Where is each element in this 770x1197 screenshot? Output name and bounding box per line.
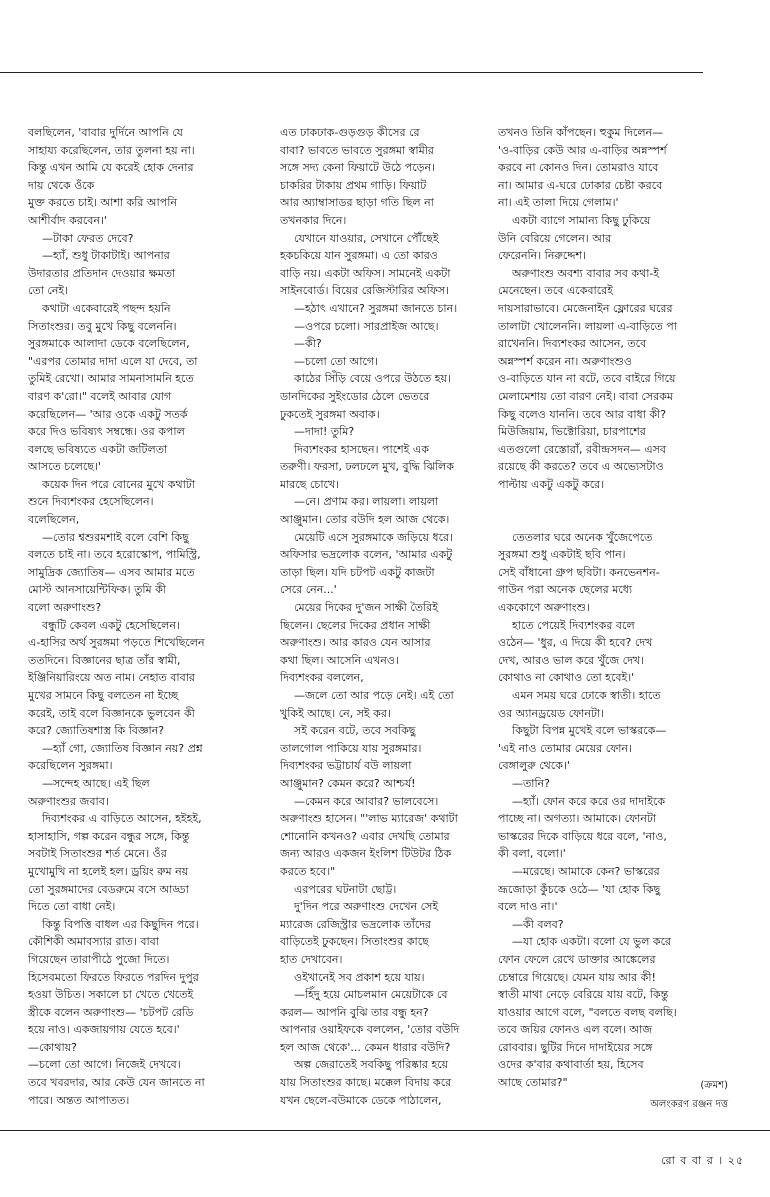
text-line: —নে। প্রণাম কর। লায়লা। লায়লা [294,495,439,509]
text-line: আসতে চলেছে।' [28,460,101,474]
text-line: এত ঢাকঢাক-গুড়গুড় কীসের রে [280,126,420,139]
text-line: তখনও তিনি কাঁপছেন। হুকুম দিলেন— [498,126,664,139]
text-line: দিব্যশংকর এ বাড়িতে আসেন, হইহই, [42,812,202,826]
text-line: তো নেই। [28,284,69,298]
text-line: —তানি? [512,776,550,790]
top-rule [0,72,703,73]
text-line: কিন্তু বিপত্তি বাধল এর কিছুদিন পরে। [42,917,199,931]
text-line: করবে না কোনও দিন। তোমরাও যাবে [498,161,659,175]
text-line: —হিঁদু হয়ে মোচলমান মেয়েটাকে বে [294,988,448,1002]
illustration-credit: অলংকরণ রঞ্জন দত্ত [650,1099,728,1110]
text-line: বলতে চাই না। তবে হরোস্কোপ, পামিস্ট্রি, [28,548,201,562]
text-line: দায় থেকে ওঁকে [28,178,95,192]
text-line: বাড়ি নয়। একটা অফিস। সামনেই একটা [280,266,451,280]
text-line: আঞ্জুমান। তোর বউদি হল আজ থেকে। [280,513,450,527]
text-line: অল্প জেরাতেই সবকিছু পরিষ্কার হয়ে [294,1058,449,1072]
text-line: আর অ্যাম্বাসাডর ছাড়া গতি ছিল না [280,196,434,210]
text-line: এরপরের ঘটনাটা ছোট্ট। [294,882,397,896]
text-line: হাতে পেয়েই দিব্যশংকর বলে [512,618,635,632]
text-line: মোস্ট আনসায়েন্টিফিক। তুমি কী [28,583,166,597]
text-line: বারণ ক'রো।" বলেই আবার যোগ [28,389,172,403]
text-line: হয়ে নাও। একজায়গায় যেতে হবে।' [28,1023,180,1037]
text-line: কী বলা, বলো।' [498,847,566,861]
text-line: বলে দাও না।' [498,900,558,914]
text-line: দিতে তো বাধা নেই। [28,900,116,914]
text-line: গাউন পরা অনেক ছেলের মধ্যে [498,583,633,597]
text-line: —যা হোক একটা। বলো যে ভুল করে [512,935,672,949]
text-line: কৌশিকী অমাবস্যার রাত। বাবা [28,935,159,949]
text-line: করে? জ্যোতিষশাস্ত্র কি বিজ্ঞান? [28,724,165,738]
text-line: —হ্যাঁ। ফোন করে করে ওর দাদাইকে [512,794,666,808]
text-line: করল— আপনি বুঝি তার বন্ধু হন? [280,1005,429,1019]
text-line: দায়সারাভাবে। মেজেনাইন ফ্লোরের ঘরের [498,301,673,315]
text-line: মেলামেশায় তো বারণ নেই। বাবা সেরকম [498,389,673,403]
text-line: কাঠের সিঁড়ি বেয়ে ওপরে উঠতে হয়। [294,372,451,386]
text-line: ভ্রূজোড়া কুঁচকে ওঠে— 'যা হোক কিছু [498,882,661,896]
text-line: —হ্যাঁ গো, জ্যোতিষ বিজ্ঞান নয়? প্রশ্ন [42,741,203,755]
text-line: তবে জয়ির ফোনও এল বলে। আজ [498,1023,653,1037]
text-line: এতগুলো রেস্তোরাঁ, রবীন্দ্রসদন— এসব [498,442,667,456]
text-line: রোববার। ছুটির দিনে দাদাইয়ের সঙ্গে [498,1040,653,1054]
text-column-3 [498,124,728,1092]
text-line: —হ্যাঁ, শুধু টাকাটাই। আপনার [42,249,170,263]
text-line: অফিসার ভদ্রলোক বলেন, 'আমার একটু [280,548,453,562]
text-line: ওদের ক'বার কথাবার্তা হয়, হিসেব [498,1058,644,1072]
text-line: ওঠেন— 'ধুর, এ দিয়ে কী হবে? দেখ [498,636,653,650]
text-line: শোনোনি কখনও? এবার দেখছি তোমার [280,829,450,843]
text-line: চাকরির টাকায় প্রথম গাড়ি। ফিয়াট [280,178,427,192]
text-line: হিসেবমতো ফিরতে ফিরতে পরদিন দুপুর [28,970,199,984]
text-line: হল আজ থেকে'... কেমন ধারার বউদি? [280,1040,451,1054]
text-line: আছে তোমার?" [498,1076,568,1090]
text-line: অন্নস্পর্শ করেন না। অরুণাংশুও [498,354,632,368]
text-line: —তোর শ্বশুরমশাই বলে বেশি কিছু [42,530,189,544]
text-line: করে দিও ভবিষ্যৎ সম্বন্ধে। ওর কপাল [28,425,185,439]
text-line: কিন্তু এখন আমি যে করেই হোক দেনার [28,161,194,175]
text-line: খুকিই আছে। নে, সই কর। [280,706,391,720]
text-line: যেখানে যাওয়ার, সেখানে পৌঁছেই [294,231,439,245]
text-line: স্বাতী মাথা নেড়ে বেরিয়ে যায় বটে, কিন্তু [498,988,669,1002]
text-line: কিছু বলেও যাননি। তবে আর বাধা কী? [498,407,667,421]
text-line: পাল্টায় একটু একটু করে। [498,477,605,491]
text-line: একটা ব্যাগে সামান্য কিছু ঢুকিয়ে [512,213,651,227]
text-line: করতে হবে।" [280,864,336,878]
text-line: ম্যারেজ রেজিস্ট্রার ভদ্রলোক তাঁদের [280,917,432,931]
text-line: বলেছিলেন, [28,513,80,527]
text-line: কোথাও না কোথাও তো হবেই।' [498,671,635,685]
text-line: যাওয়ার আগে বলে, "বলতে বলছ বলছি। [498,1005,677,1019]
text-line: যায় সিতাংশুর কাছে। মক্কেল বিদায় করে [280,1076,452,1090]
bottom-rule [0,1130,770,1131]
text-line: ডানদিকের সুইংডোর ঠেলে ভেতরে [280,389,430,403]
text-line: করেছিলেন— 'আর ওকে একটু সতর্ক [28,407,188,421]
text-line: বাড়িতেই ঢুকছেন। সিতাংশুর কাছে [280,935,429,949]
text-line: অরুণাংশু। আর কারও যেন আসার [280,636,431,650]
text-line: শুনে দিব্যশংকর হেসেছিলেন। [28,495,154,509]
text-line: বলছিলেন, 'বাবার দুর্দিনে আপনি যে [28,126,183,139]
text-line: —চলো তো আগে। নিজেই দেখবে। [28,1058,181,1072]
text-line: —কোথায়? [28,1040,77,1054]
text-line: আশীর্বাদ করবেন।' [28,213,107,227]
text-line: আপনার ওয়াইফকে বললেন, 'তোর বউদি [280,1023,460,1037]
text-line: অরুণাংশু হাসেন। "'লাভ ম্যারেজ' কথাটা [280,812,458,826]
text-line: গিয়েছেন তারাপীঠে পুজো দিতে। [28,952,170,966]
text-line: তুমিই রেখো। আমার সামনাসামনি হতে [28,372,194,386]
text-line: —হঠাৎ এখানে? সুরঙ্গমা জানতে চান। [294,301,458,315]
text-line: ছিলেন। ছেলের দিকের প্রধান সাক্ষী [280,618,431,632]
text-line: মেয়ের দিকের দু'জন সাক্ষী তৈরিই [294,601,438,615]
text-line: সাইনবোর্ড। বিয়ের রেজিস্টারির অফিস। [280,284,450,298]
text-line: জন্য আরও একজন ইংলিশ টিউটর ঠিক [280,847,452,861]
text-line: কথা ছিল। আসেনি এখনও। [280,653,399,667]
text-line: —দাদা! তুমি? [294,425,355,439]
text-line: ঢুকতেই সুরঙ্গমা অবাক। [280,407,380,421]
text-line: ভাস্করের দিকে বাড়িয়ে ধরে বলে, 'নাও, [498,829,667,843]
text-line: —সন্দেহ আছে। এই ছিল [42,776,150,790]
text-line: করেই, তাই বলে বিজ্ঞানকে ভুলবেন কী [28,706,195,720]
text-line: অরুণাংশুর জবাব। [28,794,109,808]
text-line: 'এই নাও তোমার মেয়ের ফোন। [498,741,632,755]
text-line: পাচ্ছে না। অগত্যা। আমাকে। ফোনটা [498,812,657,826]
text-line: মেনেছেন। তবে একেবারেই [498,284,613,298]
text-line: বন্ধুটি কেবল একটু হেসেছিলেন। [42,618,180,632]
text-line: বলছে ভবিষ্যতে একটা জটিলতা [28,442,168,456]
text-line: সাহায্য করেছিলেন, তার তুলনা হয় না। [28,143,195,157]
text-line: হওয়া উচিত। সকালে চা খেতে খেতেই [28,988,194,1002]
text-line: এককোণে অরুণাংশু। [498,601,590,615]
text-line: ফেরেননি। নিরুদ্দেশ। [498,249,586,263]
serial-note: (ক্রমশ) [700,1080,728,1091]
text-line: সিতাংশুর। তবু মুখে কিছু বলেননি। [28,319,177,333]
text-line: না। আমার এ-ঘরে ঢোকার চেষ্টা করবে [498,178,663,192]
text-line: ওইখানেই সব প্রকাশ হয়ে যায়। [294,970,425,984]
text-line: মারছে চোখে। [280,477,340,491]
text-line: হাসাহাসি, গল্প করেন বন্ধুর সঙ্গে, কিন্তু [28,829,190,843]
text-line: পারে। অন্তত আপাতত। [28,1093,130,1107]
text-line: "এরপর তোমার দাদা এলে যা দেবে, তা [28,354,198,368]
text-line: অরুণাংশু অবশ্য বাবার সব কথা-ই [512,266,660,280]
text-line: চেম্বারে গিয়েছে। যেমন যায় আর কী! [498,970,656,984]
text-line: সুরঙ্গমাকে আলাদা ডেকে বলেছিলেন, [28,337,190,351]
text-line: বলো অরুণাংশু? [28,601,102,615]
text-line: উনি বেরিয়ে গেলেন। আর [498,231,612,245]
text-line: কিছুটা বিপন্ন মুখেই বলে ভাস্করকে— [512,724,667,738]
text-line: সামুদ্রিক জ্যোতিষ— এসব আমার মতে [28,565,195,579]
text-line: —টাকা ফেরত দেবে? [42,231,134,245]
text-line: ইঞ্জিনিয়ারিংয়ে অত নাম। নেহাত বাবার [28,671,195,685]
text-line: তেতলার ঘরে অনেক খুঁজেপেতে [512,530,653,544]
text-line: ফোন ফেলে রেখে ডাক্তার আঙ্কেলের [498,952,656,966]
text-line: করেছিলেন সুরঙ্গমা। [28,759,113,773]
text-line: ওর অ্যানড্রয়েড ফোনটা। [498,706,605,720]
text-line: মিউজিয়াম, ভিক্টোরিয়া, চারপাশের [498,425,646,439]
text-line: —ওপরে চলো। সারপ্রাইজ আছে। [294,319,439,333]
text-line: কয়েক দিন পরে বোনের মুখে কথাটা [42,477,195,491]
text-line: দু'দিন পরে অরুণাংশু দেখেন সেই [294,900,439,914]
text-line: এমন সময় ঘরে ঢোকে স্বাতী। হাতে [512,689,661,702]
text-column-2 [280,124,487,1109]
text-line: মুখোমুখি না হলেই হল। ড্রয়িং রুম নয় [28,864,189,878]
text-line: —কী? [294,337,322,351]
text-line: রাখেননি। দিব্যশংকর আসেন, তবে [498,337,647,351]
text-line: সেই বাঁধানো গ্রুপ ছবিটা। কনভেনশন- [498,565,660,579]
text-line: তাড়া ছিল। যদি চটপট একটু কাজটা [280,565,435,579]
text-line: মুখের সামনে কিছু বলতেন না ইচ্ছে [28,689,179,702]
text-line: ও-বাড়িতে যান না বটে, তবে বাইরে গিয়ে [498,372,676,386]
text-line: বাবা? ভাবতে ভাবতে সুরঙ্গমা স্বামীর [280,143,434,157]
text-line: —কেমন করে আবার? ভালবেসে। [294,794,439,808]
paragraph-gap [498,493,728,511]
text-line: দিব্যশংকর বললেন, [280,671,364,685]
text-column-1 [28,124,265,1109]
text-line: তো সুরঙ্গমাদের বেডরুমে বসে আড্ডা [28,882,189,896]
text-line: মেয়েটি এসে সুরঙ্গমাকে জড়িয়ে ধরে। [294,530,453,544]
text-line: —কী বলব? [512,917,564,931]
paragraph-gap [498,511,728,529]
text-line: সঙ্গে সদ্য কেনা ফিয়াটে উঠে পড়েন। [280,161,435,175]
text-line: —চলো তো আগে। [294,354,379,368]
text-line: না। এই তালা দিয়ে গেলাম।' [498,196,619,210]
text-line: তালগোল পাকিয়ে যায় সুরঙ্গমার। [280,741,422,755]
text-line: 'ও-বাড়ির কেউ আর এ-বাড়ির অন্নস্পর্শ [498,143,667,157]
text-line: বেঙ্গালুরু থেকে।' [498,759,570,773]
text-line: সুরঙ্গমা শুধু একটাই ছবি পান। [498,548,626,562]
text-line: ততদিনে। বিজ্ঞানের ছাত্র তাঁর স্বামী, [28,653,181,667]
text-line: দিব্যশংকর হাসছেন। পাশেই এক [294,442,429,456]
text-line: আঞ্জুমান? কেমন করে? আশ্চর্য! [280,776,416,790]
text-line: তখনকার দিনে। [280,213,347,227]
text-line: তবে খবরদার, আর কেউ যেন জানতে না [28,1076,205,1090]
text-line: সই করেন বটে, তবে সবকিছু [294,724,416,738]
text-line: রয়েছে কী করতে? তবে এ অভ্যেসটাও [498,460,664,474]
text-line: মুক্ত করতে চাই। আশা করি আপনি [28,196,177,210]
text-line: হাত দেখাবেন। [280,952,343,966]
text-line: —জলে তো আর পড়ে নেই। এই তো [294,689,454,702]
text-line: সেরে নেন...' [280,583,337,597]
text-line: যখন ছেলে-বউমাকে ডেকে পাঠালেন, [280,1093,442,1107]
text-line: দেখ, আরও ভাল করে খুঁজে দেখ। [498,653,645,667]
footer-page-number: রো ব বা র । ২৫ [661,1154,744,1167]
text-line: স্ত্রীকে বলেন অরুণাংশু— 'চটপট রেডি [28,1005,194,1019]
text-line: উদারতার প্রতিদান দেওয়ার ক্ষমতা [28,266,176,280]
text-line: দিব্যশংকর ভট্টাচার্য বউ লায়লা [280,759,412,773]
text-line: তরুণী। ফরসা, ঢলঢলে মুখ, বুদ্ধি ঝিলিক [280,460,454,474]
text-line: এ-হাসির অর্থ সুরঙ্গমা পড়তে শিখেছিলেন [28,636,205,650]
text-line: —মরেছে। আমাকে কেন? ভাস্করের [512,864,660,878]
text-line: কথাটা একেবারেই পছন্দ হয়নি [42,301,171,315]
text-line: তালাটা খোলেননি। লায়লা এ-বাড়িতে পা [498,319,677,333]
text-line: হকচকিয়ে যান সুরঙ্গমা। এ তো কারও [280,249,438,263]
text-line: সবটাই সিতাংশুর শর্ত মেনে। ওঁর [28,847,167,861]
